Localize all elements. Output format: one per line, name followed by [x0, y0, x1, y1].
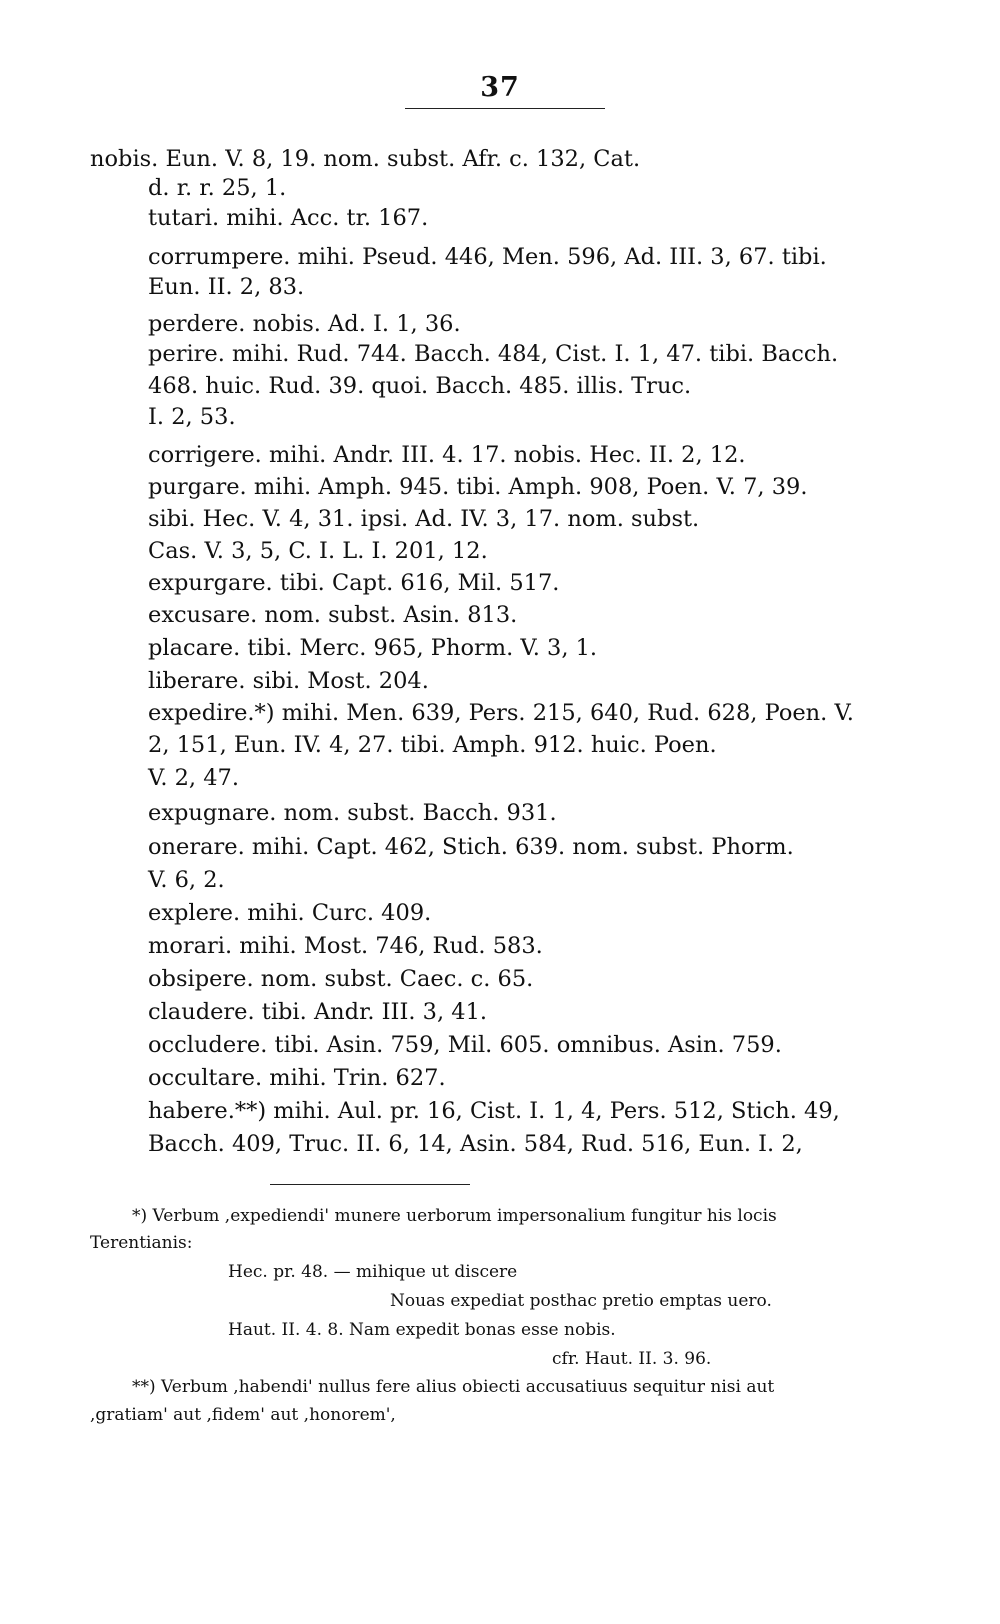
- entry-line: explere. mihi. Curc. 409.: [148, 900, 432, 926]
- entry-line: expurgare. tibi. Capt. 616, Mil. 517.: [148, 570, 560, 596]
- footnote-line: Nouas expediat posthac pretio emptas uero.: [390, 1291, 772, 1311]
- footnote-line: **) Verbum ,habendi' nullus fere alius obiecti accusatiuus sequitur nisi aut: [132, 1377, 775, 1397]
- footnote-line: *) Verbum ,expediendi' munere uerborum impersonalium fungitur his locis: [132, 1206, 777, 1226]
- entry-line: placare. tibi. Merc. 965, Phorm. V. 3, 1.: [148, 635, 598, 661]
- entry-line: onerare. mihi. Capt. 462, Stich. 639. nom. subst. Phorm.: [148, 834, 794, 860]
- entry-line: expedire.*) mihi. Men. 639, Pers. 215, 640, Rud. 628, Poen. V.: [148, 700, 854, 726]
- footnote-rule: [270, 1184, 470, 1185]
- entry-line: obsipere. nom. subst. Caec. c. 65.: [148, 966, 534, 992]
- entry-line: d. r. r. 25, 1.: [148, 175, 287, 201]
- footnote-line: ,gratiam' aut ,fidem' aut ,honorem',: [90, 1405, 396, 1425]
- entry-line: occludere. tibi. Asin. 759, Mil. 605. omnibus. Asin. 759.: [148, 1032, 782, 1058]
- footnote-line: Terentianis:: [90, 1233, 193, 1253]
- entry-line: perire. mihi. Rud. 744. Bacch. 484, Cist. I. 1, 47. tibi. Bacch.: [148, 341, 839, 367]
- entry-line: tutari. mihi. Acc. tr. 167.: [148, 205, 429, 231]
- entry-line: 468. huic. Rud. 39. quoi. Bacch. 485. illis. Truc.: [148, 373, 692, 399]
- page-number: 37: [480, 72, 520, 103]
- footnote-line: cfr. Haut. II. 3. 96.: [552, 1349, 712, 1369]
- entry-line: claudere. tibi. Andr. III. 3, 41.: [148, 999, 488, 1025]
- entry-line: Eun. II. 2, 83.: [148, 274, 305, 300]
- entry-line: perdere. nobis. Ad. I. 1, 36.: [148, 311, 461, 337]
- footnote-line: Haut. II. 4. 8. Nam expedit bonas esse nobis.: [228, 1320, 616, 1340]
- entry-line: V. 2, 47.: [148, 765, 240, 791]
- entry-line: V. 6, 2.: [148, 867, 225, 893]
- footnote-line: Hec. pr. 48. — mihique ut discere: [228, 1262, 518, 1282]
- entry-line: expugnare. nom. subst. Bacch. 931.: [148, 800, 557, 826]
- entry-line: purgare. mihi. Amph. 945. tibi. Amph. 908, Poen. V. 7, 39.: [148, 474, 808, 500]
- entry-line: corrigere. mihi. Andr. III. 4. 17. nobis. Hec. II. 2, 12.: [148, 442, 746, 468]
- entry-line: Cas. V. 3, 5, C. I. L. I. 201, 12.: [148, 538, 488, 564]
- entry-line: sibi. Hec. V. 4, 31. ipsi. Ad. IV. 3, 17. nom. subst.: [148, 506, 700, 532]
- entry-line: excusare. nom. subst. Asin. 813.: [148, 602, 518, 628]
- entry-line: 2, 151, Eun. IV. 4, 27. tibi. Amph. 912. huic. Poen.: [148, 732, 717, 758]
- entry-line: Bacch. 409, Truc. II. 6, 14, Asin. 584, Rud. 516, Eun. I. 2,: [148, 1131, 803, 1157]
- entry-line: liberare. sibi. Most. 204.: [148, 668, 429, 694]
- entry-line: morari. mihi. Most. 746, Rud. 583.: [148, 933, 543, 959]
- entry-line: nobis. Eun. V. 8, 19. nom. subst. Afr. c. 132, Cat.: [90, 146, 641, 172]
- entry-line: habere.**) mihi. Aul. pr. 16, Cist. I. 1, 4, Pers. 512, Stich. 49,: [148, 1098, 840, 1124]
- header-rule: [405, 108, 605, 109]
- entry-line: occultare. mihi. Trin. 627.: [148, 1065, 446, 1091]
- entry-line: corrumpere. mihi. Pseud. 446, Men. 596, Ad. III. 3, 67. tibi.: [148, 244, 827, 270]
- entry-line: I. 2, 53.: [148, 404, 236, 430]
